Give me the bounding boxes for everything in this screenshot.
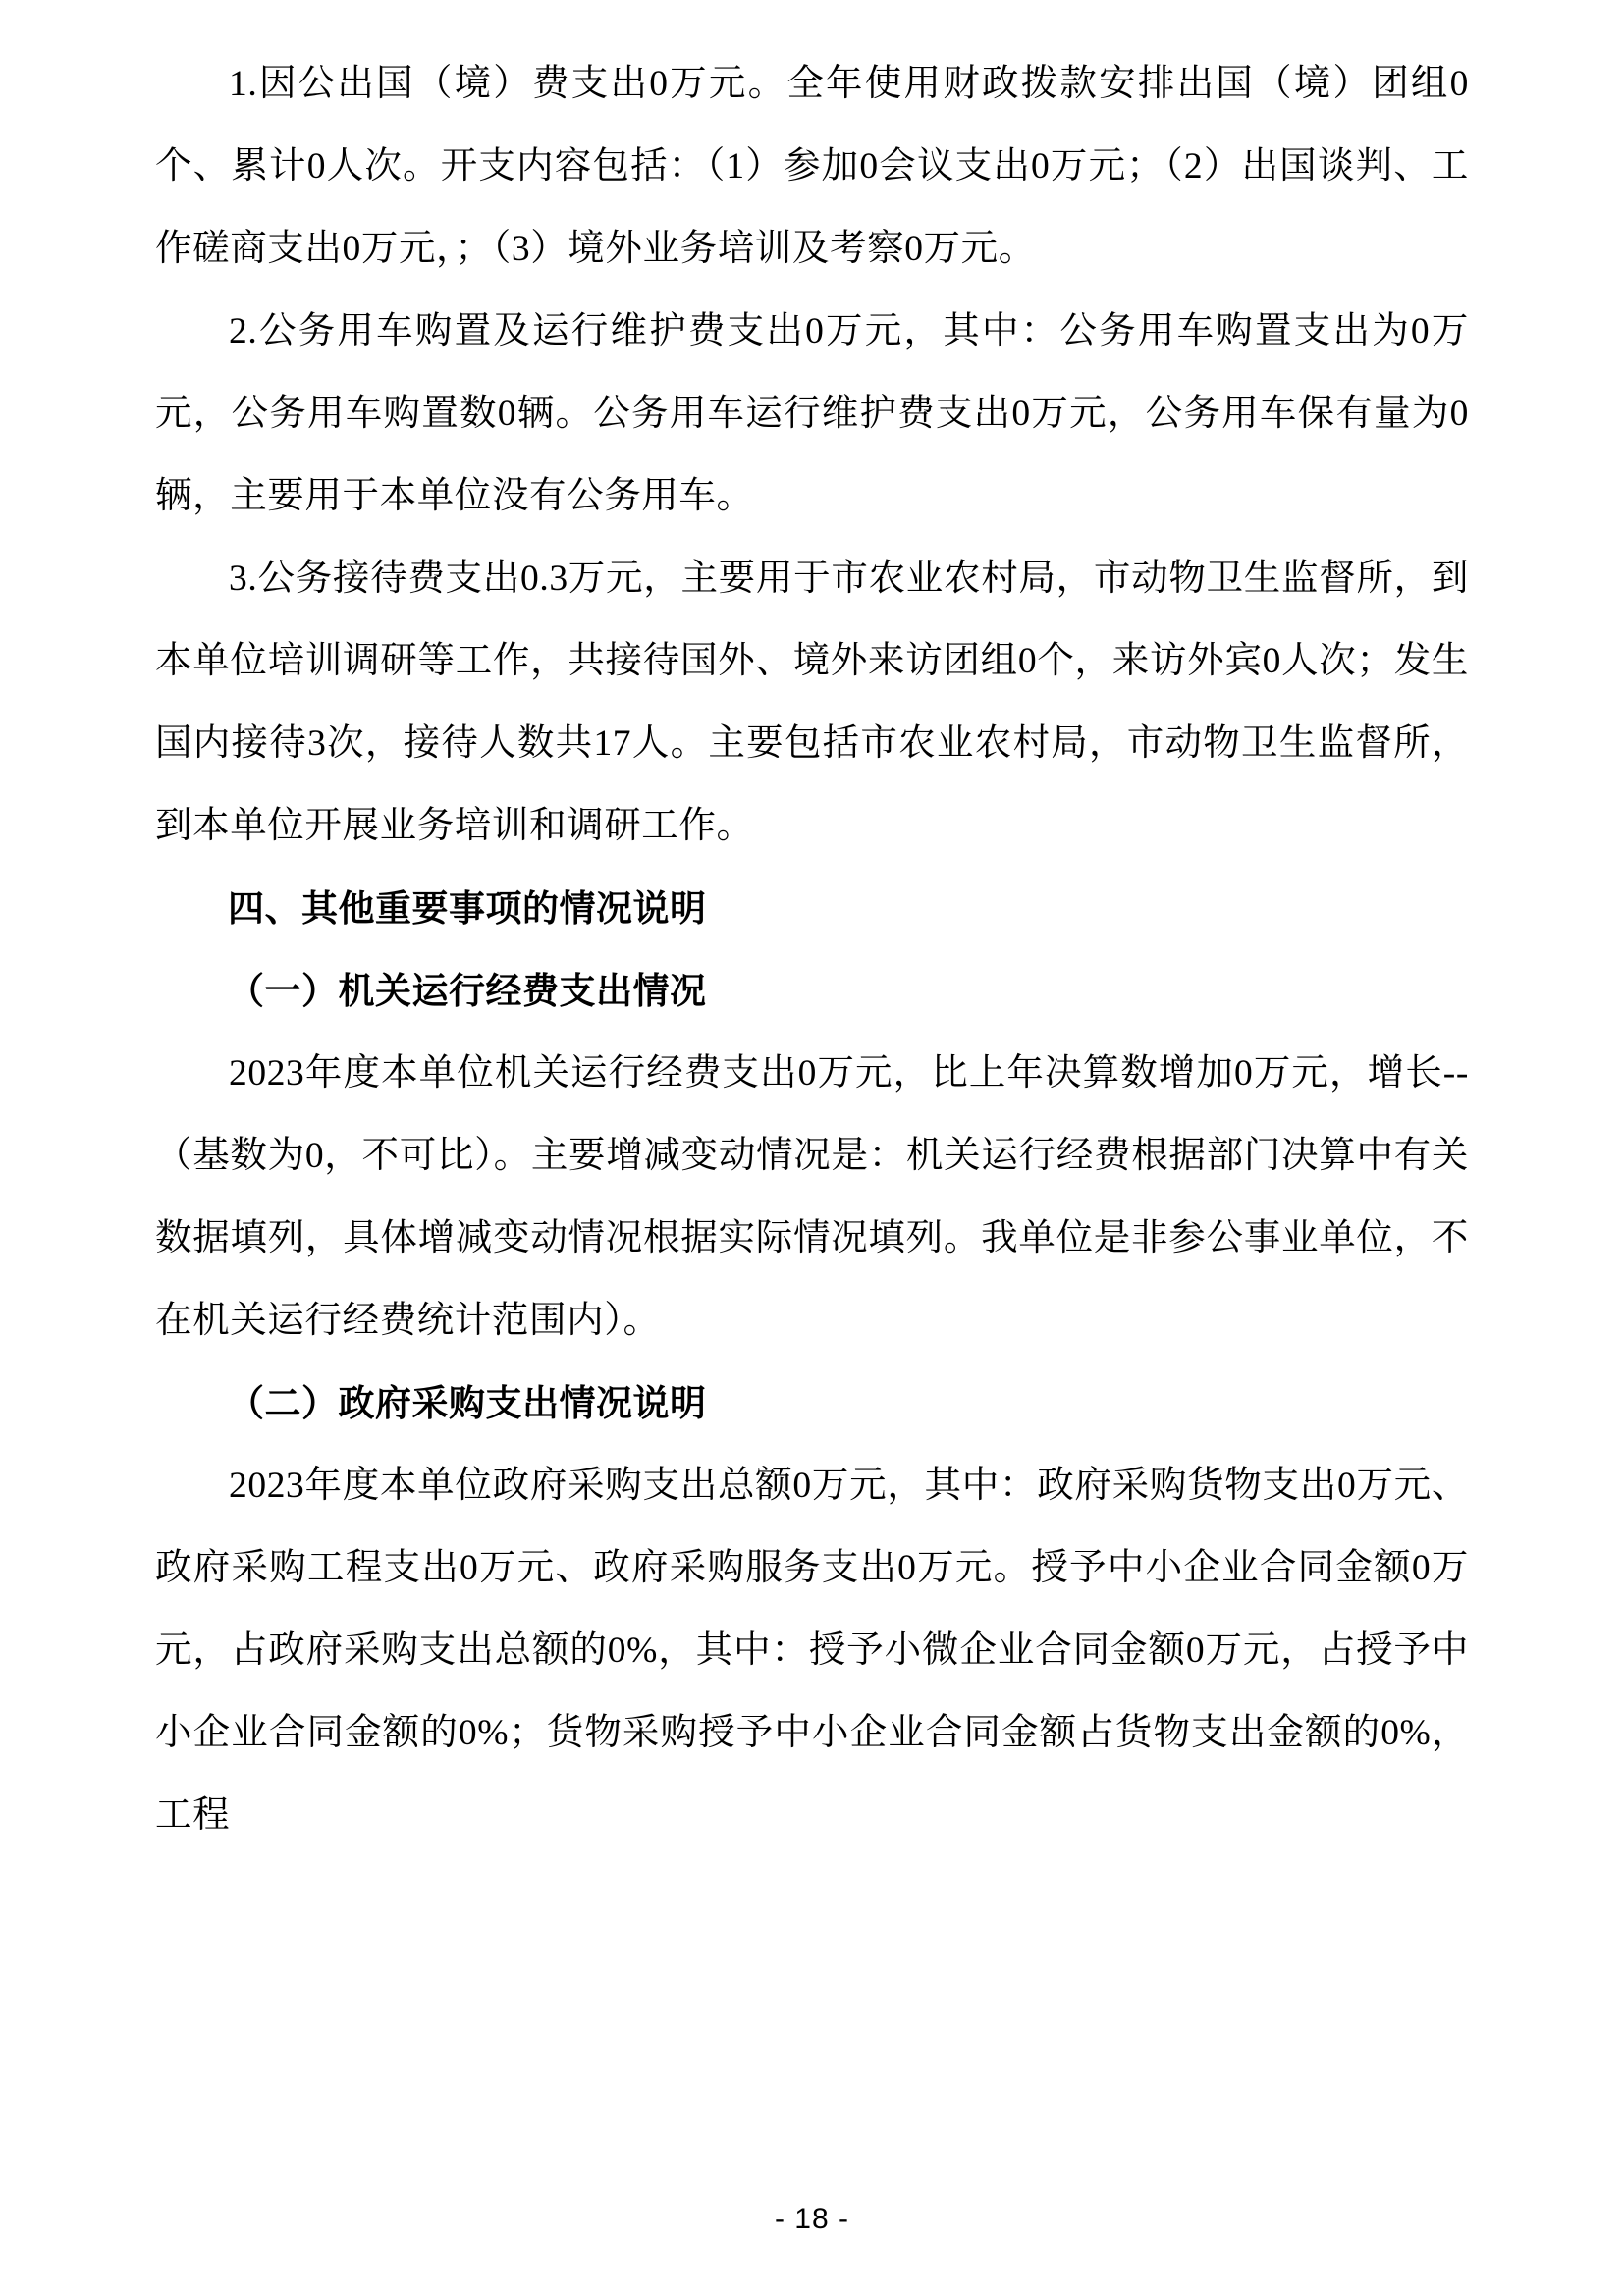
- section-heading-other-important-matters: 四、其他重要事项的情况说明: [228, 887, 707, 930]
- paragraph-official-vehicle-expense: 2.公务用车购置及运行维护费支出0万元，其中：公务用车购置支出为0万元，公务用车购置数0辆。公务用车运行维护费支出0万元，公务用车保有量为0辆，主要用于本单位没有公务用车。: [155, 311, 1469, 516]
- paragraph-agency-operating-expense: 2023年度本单位机关运行经费支出0万元，比上年决算数增加0万元，增长--（基数为0，不可比）。主要增减变动情况是：机关运行经费根据部门决算中有关数据填列，具体增减变动情况根据实际情况填列。我单位是非参公事业单位，不在机关运行经费统计范围内）。: [155, 1053, 1469, 1341]
- page-content: [155, 43, 1469, 1857]
- page-number: - 18 -: [774, 2203, 850, 2235]
- paragraph-foreign-travel-expense: 1.因公出国（境）费支出0万元。全年使用财政拨款安排出国（境）团组0个、累计0人次。开支内容包括：（1）参加0会议支出0万元；（2）出国谈判、工作磋商支出0万元，；（3）境外业务培训及考察0万元。: [155, 64, 1469, 269]
- subsection-heading-agency-operating-expense: （一）机关运行经费支出情况: [228, 970, 707, 1012]
- paragraph-government-procurement-expense: 2023年度本单位政府采购支出总额0万元，其中：政府采购货物支出0万元、政府采购工程支出0万元、政府采购服务支出0万元。授予中小企业合同金额0万元，占政府采购支出总额的0%，其中：授予小微企业合同金额0万元，占授予中小企业合同金额的0%；货物采购授予中小企业合同金额占货物支出金额的0%，工程: [155, 1466, 1469, 1836]
- subsection-heading-government-procurement-expense: （二）政府采购支出情况说明: [228, 1382, 707, 1424]
- paragraph-official-reception-expense: 3.公务接待费支出0.3万元，主要用于市农业农村局，市动物卫生监督所，到本单位培训调研等工作，共接待国外、境外来访团组0个，来访外宾0人次；发生国内接待3次，接待人数共17人。主要包括市农业农村局，市动物卫生监督所，到本单位开展业务培训和调研工作。: [155, 559, 1469, 846]
